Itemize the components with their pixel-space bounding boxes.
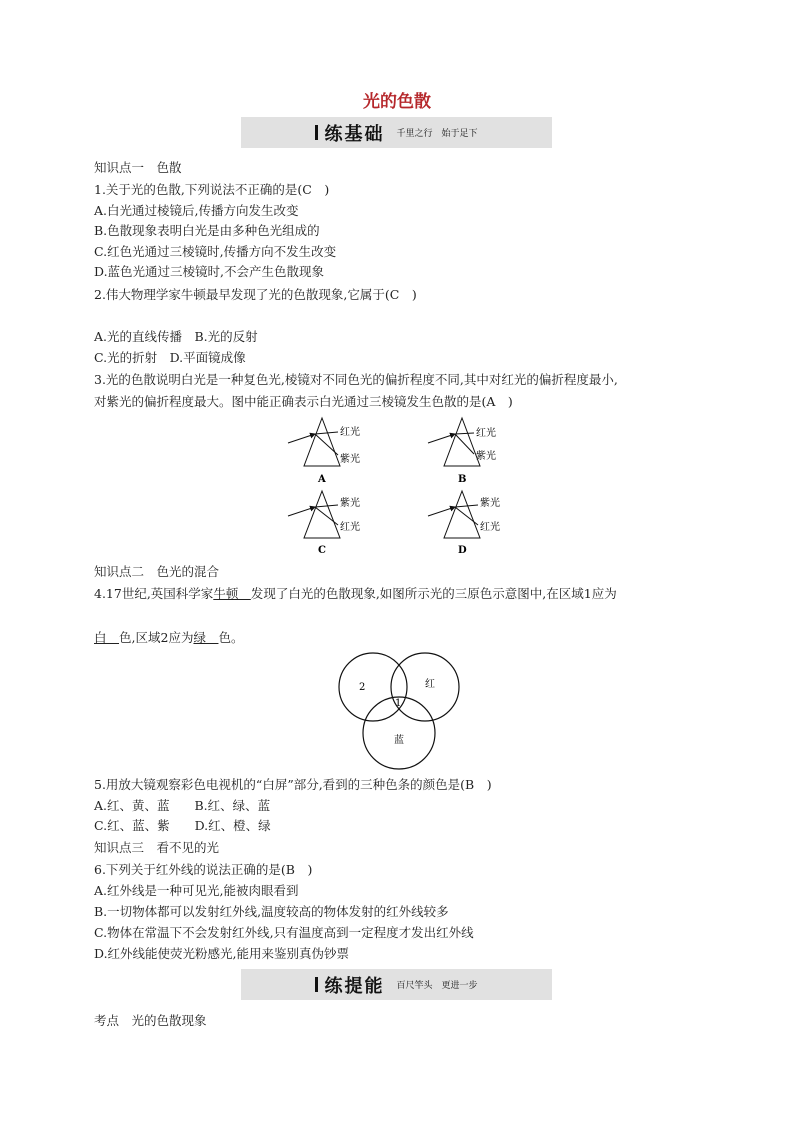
prism-c-bottom-label: 红光 (340, 522, 360, 533)
answer-blank: 牛顿 (213, 586, 251, 601)
page-title: 光的色散 (363, 92, 431, 112)
question-4-continuation: 白 色,区域2应为绿 色。 (94, 630, 244, 645)
question-6-option-a: A.红外线是一种可见光,能被肉眼看到 (94, 883, 299, 898)
prism-d (428, 491, 500, 556)
venn-region-2: 2 (359, 682, 366, 693)
section-heading: 考点 光的色散现象 (94, 1013, 207, 1028)
section-heading: 知识点一 色散 (94, 160, 182, 175)
venn-region-1: 1 (395, 698, 402, 709)
question-1-option-b: B.色散现象表明白光是由多种色光组成的 (94, 223, 320, 238)
question-3-stem-line-2: 对紫光的偏折程度最大。图中能正确表示白光通过三棱镜发生色散的是(A ) (94, 394, 513, 409)
section-heading: 知识点二 色光的混合 (94, 564, 220, 579)
prism-b-bottom-label: 紫光 (476, 451, 496, 462)
question-4-stem: 4.17世纪,英国科学家牛顿 发现了白光的色散现象,如图所示光的三原色示意图中,在区域1应为 (94, 586, 617, 601)
answer-blank: 绿 (193, 630, 219, 645)
prism-b-letter: B (458, 474, 467, 485)
question-1-option-a: A.白光通过棱镜后,传播方向发生改变 (94, 203, 299, 218)
prism-c-letter: C (318, 545, 326, 556)
prism-c-top-label: 紫光 (340, 498, 360, 509)
prism-a-top-label: 红光 (340, 427, 360, 438)
practice-basics-banner (241, 117, 552, 148)
prism-d-bottom-label: 红光 (480, 522, 500, 533)
answer-blank: 白 (94, 630, 120, 645)
prism-a-bottom-label: 紫光 (340, 454, 360, 465)
banner-heading: 练提能 (324, 975, 385, 997)
section-heading: 知识点三 看不见的光 (94, 840, 220, 855)
banner-heading: 练基础 (324, 123, 385, 145)
question-5-options-cd: C.红、蓝、紫 D.红、橙、绿 (94, 818, 271, 833)
question-2-options-ab: A.光的直线传播 B.光的反射 (94, 329, 258, 344)
prism-c (288, 491, 360, 556)
venn-blue-label: 蓝 (394, 735, 404, 746)
banner-bar-icon (315, 977, 318, 992)
question-6-option-b: B.一切物体都可以发射红外线,温度较高的物体发射的红外线较多 (94, 904, 449, 919)
question-2-stem: 2.伟大物理学家牛顿最早发现了光的色散现象,它属于(C ) (94, 287, 417, 302)
venn-red-label: 红 (425, 679, 435, 690)
prism-b-top-label: 红光 (476, 428, 496, 439)
question-3-stem-line-1: 3.光的色散说明白光是一种复色光,棱镜对不同色光的偏折程度不同,其中对红光的偏折程度最小, (94, 372, 618, 387)
prism-a (288, 418, 360, 485)
prism-b (428, 418, 496, 485)
prism-figure (280, 412, 520, 558)
question-5-options-ab: A.红、黄、蓝 B.红、绿、蓝 (94, 798, 271, 813)
question-5-stem: 5.用放大镜观察彩色电视机的“白屏”部分,看到的三种色条的颜色是(B ) (94, 777, 492, 792)
practice-ability-banner (241, 969, 552, 1000)
prism-a-letter: A (318, 474, 326, 485)
question-1-option-c: C.红色光通过三棱镜时,传播方向不发生改变 (94, 244, 337, 259)
question-6-option-c: C.物体在常温下不会发射红外线,只有温度高到一定程度才发出红外线 (94, 925, 474, 940)
prism-d-top-label: 紫光 (480, 498, 500, 509)
banner-motto: 百尺竿头 更进一步 (396, 981, 478, 991)
question-2-options-cd: C.光的折射 D.平面镜成像 (94, 350, 246, 365)
question-1-option-d: D.蓝色光通过三棱镜时,不会产生色散现象 (94, 264, 325, 279)
question-6-option-d: D.红外线能使荧光粉感光,能用来鉴别真伪钞票 (94, 946, 350, 961)
question-1-stem: 1.关于光的色散,下列说法不正确的是(C ) (94, 182, 330, 197)
venn-diagram (335, 649, 465, 771)
question-6-stem: 6.下列关于红外线的说法正确的是(B ) (94, 862, 313, 877)
prism-d-letter: D (458, 545, 467, 556)
banner-motto: 千里之行 始于足下 (396, 129, 478, 139)
banner-bar-icon (315, 125, 318, 140)
